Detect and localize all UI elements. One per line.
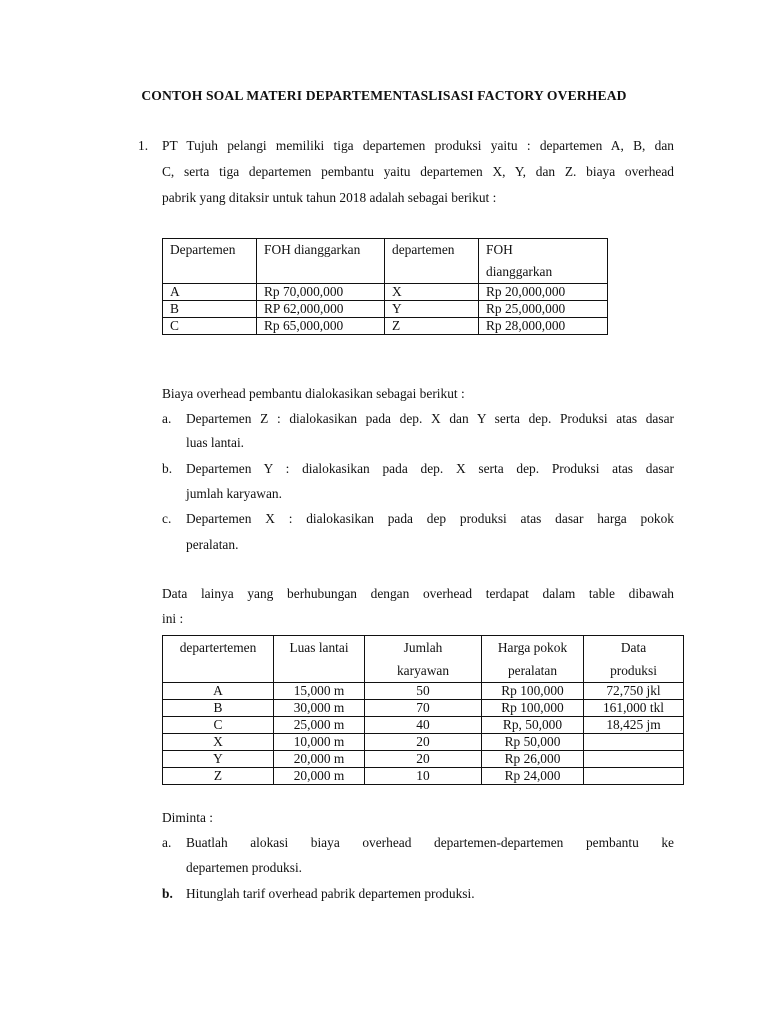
table-cell: Rp 65,000,000: [257, 318, 385, 335]
list-marker: b.: [162, 886, 173, 901]
table-row: [163, 318, 608, 335]
table-cell: Rp 20,000,000: [479, 284, 608, 301]
allocation-intro: Biaya overhead pembantu dialokasikan sebagai berikut :: [162, 386, 465, 401]
table-row: [163, 717, 684, 734]
allocation-item-b-line-1: Departemen Y : dialokasikan pada dep. X serta dep. Produksi atas dasar: [186, 461, 674, 476]
table-cell: Rp 100,000: [482, 700, 584, 717]
allocation-item-b-line-2: jumlah karyawan.: [186, 486, 282, 501]
table-cell: RP 62,000,000: [257, 301, 385, 318]
table-row: [163, 284, 608, 301]
table-cell: Rp 24,000: [482, 768, 584, 785]
header-cell-line: peralatan: [507, 663, 558, 678]
document-title: CONTOH SOAL MATERI DEPARTEMENTASLISASI FACTORY OVERHEAD: [141, 88, 627, 103]
header-cell-line: departertemen: [179, 640, 257, 655]
table-cell: 50: [365, 683, 482, 700]
table-cell: 20: [365, 751, 482, 768]
table-row: [163, 751, 684, 768]
question-text-line-1: PT Tujuh pelangi memiliki tiga departemen produksi yaitu : departemen A, B, dan: [162, 138, 674, 153]
table-cell: Rp, 50,000: [482, 717, 584, 734]
question-text-line-3: pabrik yang ditaksir untuk tahun 2018 adalah sebagai berikut :: [162, 190, 497, 205]
table-cell: 72,750 jkl: [584, 683, 684, 700]
table-cell: Rp 26,000: [482, 751, 584, 768]
table-cell: 18,425 jm: [584, 717, 684, 734]
table-row: [163, 768, 684, 785]
header-cell: FOH dianggarkan: [257, 239, 385, 284]
table-cell: 30,000 m: [274, 700, 365, 717]
table-cell: B: [163, 301, 257, 318]
table-cell: B: [163, 700, 274, 717]
data-intro-line-2: ini :: [162, 611, 184, 626]
header-cell-line: Luas lantai: [289, 640, 349, 655]
table-row: [163, 301, 608, 318]
header-cell: [274, 636, 365, 683]
header-cell: [482, 636, 584, 683]
header-cell: [584, 636, 684, 683]
table-cell: A: [163, 683, 274, 700]
table-cell: X: [163, 734, 274, 751]
table-cell: [584, 734, 684, 751]
table-cell: Rp 100,000: [482, 683, 584, 700]
question-number: 1.: [138, 138, 149, 153]
table-cell: 25,000 m: [274, 717, 365, 734]
table-cell: Rp 28,000,000: [479, 318, 608, 335]
table-cell: 20,000 m: [274, 751, 365, 768]
table-cell: X: [385, 284, 479, 301]
allocation-item-a-line-2: luas lantai.: [186, 435, 245, 450]
requested-item-a-line-1: Buatlah alokasi biaya overhead departemen-departemen pembantu ke: [186, 835, 674, 850]
header-cell: [479, 239, 608, 284]
header-cell: departemen: [385, 239, 479, 284]
list-marker: c.: [162, 511, 172, 526]
table-cell: Rp 70,000,000: [257, 284, 385, 301]
header-cell-line: Jumlah: [403, 640, 443, 655]
table-cell: 40: [365, 717, 482, 734]
table-cell: Z: [385, 318, 479, 335]
list-marker: a.: [162, 835, 172, 850]
list-marker: b.: [162, 461, 173, 476]
question-text-line-2: C, serta tiga departemen pembantu yaitu departemen X, Y, dan Z. biaya overhead: [162, 164, 674, 179]
table-row: [163, 683, 684, 700]
foh-budget-table: [162, 238, 608, 335]
table-cell: Y: [385, 301, 479, 318]
header-cell-line: Harga pokok: [497, 640, 568, 655]
header-cell-line: FOH: [486, 242, 513, 257]
table-cell: 15,000 m: [274, 683, 365, 700]
allocation-item-c-line-1: Departemen X : dialokasikan pada dep produksi atas dasar harga pokok: [186, 511, 674, 526]
table-header-row: [163, 239, 608, 284]
requested-item-a-line-2: departemen produksi.: [186, 860, 303, 875]
table-cell: 20,000 m: [274, 768, 365, 785]
table-cell: 10: [365, 768, 482, 785]
data-intro-line-1: Data lainya yang berhubungan dengan overhead terdapat dalam table dibawah: [162, 586, 674, 601]
header-cell-line: produksi: [610, 663, 657, 678]
header-cell-line: dianggarkan: [486, 264, 553, 279]
table-row: [163, 700, 684, 717]
table-cell: 10,000 m: [274, 734, 365, 751]
header-cell: [365, 636, 482, 683]
table-cell: A: [163, 284, 257, 301]
list-marker: a.: [162, 411, 172, 426]
table-cell: 70: [365, 700, 482, 717]
department-data-table: [162, 635, 684, 785]
header-cell-line: karyawan: [396, 663, 450, 678]
header-cell: Departemen: [163, 239, 257, 284]
allocation-item-c-line-2: peralatan.: [186, 537, 239, 552]
header-cell-line: Data: [620, 640, 647, 655]
table-row: [163, 734, 684, 751]
table-cell: [584, 768, 684, 785]
table-cell: Y: [163, 751, 274, 768]
table-cell: Z: [163, 768, 274, 785]
table-cell: Rp 50,000: [482, 734, 584, 751]
table-cell: 161,000 tkl: [584, 700, 684, 717]
table-header-row: [163, 636, 684, 683]
table-cell: 20: [365, 734, 482, 751]
requested-heading: Diminta :: [162, 810, 213, 825]
table-cell: C: [163, 318, 257, 335]
table-cell: Rp 25,000,000: [479, 301, 608, 318]
requested-item-b-line-1: Hitunglah tarif overhead pabrik departemen produksi.: [186, 886, 475, 901]
allocation-item-a-line-1: Departemen Z : dialokasikan pada dep. X dan Y serta dep. Produksi atas dasar: [186, 411, 674, 426]
table-cell: C: [163, 717, 274, 734]
table-cell: [584, 751, 684, 768]
header-cell: [163, 636, 274, 683]
